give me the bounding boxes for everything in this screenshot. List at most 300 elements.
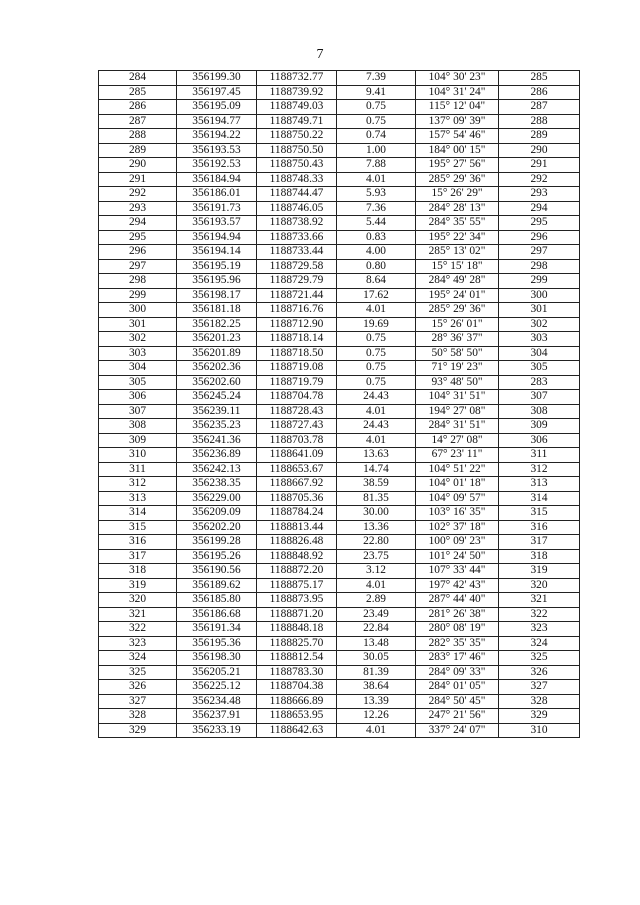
y-coordinate-cell: 1188750.22 <box>257 129 337 144</box>
bearing-cell: 284° 28' 13" <box>416 201 499 216</box>
x-coordinate-cell: 356209.09 <box>177 506 257 521</box>
y-coordinate-cell: 1188666.89 <box>257 694 337 709</box>
bearing-cell: 101° 24' 50" <box>416 549 499 564</box>
distance-cell: 17.62 <box>337 288 416 303</box>
next-point-cell: 322 <box>499 607 580 622</box>
bearing-cell: 283° 17' 46" <box>416 651 499 666</box>
bearing-cell: 284° 50' 45" <box>416 694 499 709</box>
x-coordinate-cell: 356194.77 <box>177 114 257 129</box>
table-row <box>99 607 580 622</box>
next-point-cell: 291 <box>499 158 580 173</box>
distance-cell: 22.84 <box>337 622 416 637</box>
distance-cell: 0.75 <box>337 361 416 376</box>
point-number-cell: 316 <box>99 535 177 550</box>
point-number-cell: 312 <box>99 477 177 492</box>
x-coordinate-cell: 356202.36 <box>177 361 257 376</box>
next-point-cell: 304 <box>499 346 580 361</box>
bearing-cell: 157° 54' 46" <box>416 129 499 144</box>
table-row <box>99 346 580 361</box>
y-coordinate-cell: 1188653.67 <box>257 462 337 477</box>
x-coordinate-cell: 356225.12 <box>177 680 257 695</box>
distance-cell: 4.01 <box>337 578 416 593</box>
next-point-cell: 309 <box>499 419 580 434</box>
table-row <box>99 288 580 303</box>
bearing-cell: 71° 19' 23" <box>416 361 499 376</box>
page-number: 7 <box>316 47 324 62</box>
bearing-cell: 284° 35' 55" <box>416 216 499 231</box>
point-number-cell: 290 <box>99 158 177 173</box>
table-row <box>99 448 580 463</box>
y-coordinate-cell: 1188750.43 <box>257 158 337 173</box>
next-point-cell: 326 <box>499 665 580 680</box>
distance-cell: 24.43 <box>337 419 416 434</box>
point-number-cell: 298 <box>99 274 177 289</box>
y-coordinate-cell: 1188712.90 <box>257 317 337 332</box>
table-row <box>99 303 580 318</box>
x-coordinate-cell: 356190.56 <box>177 564 257 579</box>
table-row <box>99 709 580 724</box>
distance-cell: 24.43 <box>337 390 416 405</box>
bearing-cell: 93° 48' 50" <box>416 375 499 390</box>
bearing-cell: 104° 31' 24" <box>416 85 499 100</box>
x-coordinate-cell: 356184.94 <box>177 172 257 187</box>
bearing-cell: 104° 30' 23" <box>416 71 499 86</box>
table-row <box>99 462 580 477</box>
table-row <box>99 390 580 405</box>
y-coordinate-cell: 1188733.66 <box>257 230 337 245</box>
table-row <box>99 259 580 274</box>
table-row <box>99 535 580 550</box>
y-coordinate-cell: 1188784.24 <box>257 506 337 521</box>
y-coordinate-cell: 1188641.09 <box>257 448 337 463</box>
distance-cell: 0.74 <box>337 129 416 144</box>
table-row <box>99 665 580 680</box>
bearing-cell: 104° 01' 18" <box>416 477 499 492</box>
x-coordinate-cell: 356192.53 <box>177 158 257 173</box>
next-point-cell: 303 <box>499 332 580 347</box>
point-number-cell: 310 <box>99 448 177 463</box>
distance-cell: 4.01 <box>337 172 416 187</box>
bearing-cell: 15° 15' 18" <box>416 259 499 274</box>
distance-cell: 13.63 <box>337 448 416 463</box>
table-row <box>99 520 580 535</box>
y-coordinate-cell: 1188875.17 <box>257 578 337 593</box>
table-row <box>99 651 580 666</box>
bearing-cell: 137° 09' 39" <box>416 114 499 129</box>
point-number-cell: 291 <box>99 172 177 187</box>
y-coordinate-cell: 1188667.92 <box>257 477 337 492</box>
distance-cell: 12.26 <box>337 709 416 724</box>
next-point-cell: 312 <box>499 462 580 477</box>
x-coordinate-cell: 356195.36 <box>177 636 257 651</box>
next-point-cell: 325 <box>499 651 580 666</box>
y-coordinate-cell: 1188812.54 <box>257 651 337 666</box>
x-coordinate-cell: 356195.09 <box>177 100 257 115</box>
y-coordinate-cell: 1188732.77 <box>257 71 337 86</box>
next-point-cell: 285 <box>499 71 580 86</box>
bearing-cell: 195° 27' 56" <box>416 158 499 173</box>
x-coordinate-cell: 356194.14 <box>177 245 257 260</box>
next-point-cell: 316 <box>499 520 580 535</box>
point-number-cell: 299 <box>99 288 177 303</box>
next-point-cell: 290 <box>499 143 580 158</box>
y-coordinate-cell: 1188783.30 <box>257 665 337 680</box>
next-point-cell: 323 <box>499 622 580 637</box>
x-coordinate-cell: 356199.30 <box>177 71 257 86</box>
distance-cell: 7.88 <box>337 158 416 173</box>
y-coordinate-cell: 1188703.78 <box>257 433 337 448</box>
x-coordinate-cell: 356182.25 <box>177 317 257 332</box>
y-coordinate-cell: 1188719.79 <box>257 375 337 390</box>
x-coordinate-cell: 356202.60 <box>177 375 257 390</box>
point-number-cell: 289 <box>99 143 177 158</box>
distance-cell: 13.48 <box>337 636 416 651</box>
bearing-cell: 284° 09' 33" <box>416 665 499 680</box>
table-row <box>99 332 580 347</box>
table-row <box>99 375 580 390</box>
point-number-cell: 306 <box>99 390 177 405</box>
point-number-cell: 297 <box>99 259 177 274</box>
y-coordinate-cell: 1188848.92 <box>257 549 337 564</box>
x-coordinate-cell: 356238.35 <box>177 477 257 492</box>
point-number-cell: 294 <box>99 216 177 231</box>
bearing-cell: 287° 44' 40" <box>416 593 499 608</box>
bearing-cell: 14° 27' 08" <box>416 433 499 448</box>
distance-cell: 19.69 <box>337 317 416 332</box>
point-number-cell: 315 <box>99 520 177 535</box>
x-coordinate-cell: 356198.30 <box>177 651 257 666</box>
point-number-cell: 326 <box>99 680 177 695</box>
point-number-cell: 303 <box>99 346 177 361</box>
bearing-cell: 28° 36' 37" <box>416 332 499 347</box>
y-coordinate-cell: 1188873.95 <box>257 593 337 608</box>
y-coordinate-cell: 1188704.78 <box>257 390 337 405</box>
bearing-cell: 104° 09' 57" <box>416 491 499 506</box>
next-point-cell: 319 <box>499 564 580 579</box>
point-number-cell: 318 <box>99 564 177 579</box>
next-point-cell: 287 <box>499 100 580 115</box>
table-row <box>99 216 580 231</box>
x-coordinate-cell: 356195.19 <box>177 259 257 274</box>
distance-cell: 30.05 <box>337 651 416 666</box>
next-point-cell: 324 <box>499 636 580 651</box>
point-number-cell: 319 <box>99 578 177 593</box>
bearing-cell: 281° 26' 38" <box>416 607 499 622</box>
table-row <box>99 201 580 216</box>
next-point-cell: 297 <box>499 245 580 260</box>
coordinates-table <box>98 70 580 738</box>
y-coordinate-cell: 1188704.38 <box>257 680 337 695</box>
y-coordinate-cell: 1188727.43 <box>257 419 337 434</box>
next-point-cell: 298 <box>499 259 580 274</box>
distance-cell: 5.93 <box>337 187 416 202</box>
next-point-cell: 321 <box>499 593 580 608</box>
table-row <box>99 694 580 709</box>
y-coordinate-cell: 1188642.63 <box>257 723 337 738</box>
point-number-cell: 286 <box>99 100 177 115</box>
distance-cell: 7.36 <box>337 201 416 216</box>
bearing-cell: 247° 21' 56" <box>416 709 499 724</box>
table-row <box>99 187 580 202</box>
distance-cell: 9.41 <box>337 85 416 100</box>
bearing-cell: 15° 26' 29" <box>416 187 499 202</box>
point-number-cell: 301 <box>99 317 177 332</box>
distance-cell: 4.01 <box>337 723 416 738</box>
distance-cell: 0.75 <box>337 332 416 347</box>
bearing-cell: 104° 51' 22" <box>416 462 499 477</box>
bearing-cell: 195° 24' 01" <box>416 288 499 303</box>
table-row <box>99 361 580 376</box>
y-coordinate-cell: 1188750.50 <box>257 143 337 158</box>
x-coordinate-cell: 356199.28 <box>177 535 257 550</box>
x-coordinate-cell: 356235.23 <box>177 419 257 434</box>
next-point-cell: 318 <box>499 549 580 564</box>
point-number-cell: 295 <box>99 230 177 245</box>
next-point-cell: 300 <box>499 288 580 303</box>
next-point-cell: 313 <box>499 477 580 492</box>
point-number-cell: 307 <box>99 404 177 419</box>
x-coordinate-cell: 356191.73 <box>177 201 257 216</box>
next-point-cell: 310 <box>499 723 580 738</box>
bearing-cell: 100° 09' 23" <box>416 535 499 550</box>
next-point-cell: 302 <box>499 317 580 332</box>
bearing-cell: 15° 26' 01" <box>416 317 499 332</box>
y-coordinate-cell: 1188749.71 <box>257 114 337 129</box>
next-point-cell: 299 <box>499 274 580 289</box>
x-coordinate-cell: 356194.94 <box>177 230 257 245</box>
y-coordinate-cell: 1188848.18 <box>257 622 337 637</box>
bearing-cell: 115° 12' 04" <box>416 100 499 115</box>
table-row <box>99 506 580 521</box>
x-coordinate-cell: 356181.18 <box>177 303 257 318</box>
y-coordinate-cell: 1188705.36 <box>257 491 337 506</box>
distance-cell: 0.75 <box>337 100 416 115</box>
table-row <box>99 433 580 448</box>
distance-cell: 4.01 <box>337 404 416 419</box>
x-coordinate-cell: 356245.24 <box>177 390 257 405</box>
point-number-cell: 322 <box>99 622 177 637</box>
distance-cell: 14.74 <box>337 462 416 477</box>
x-coordinate-cell: 356236.89 <box>177 448 257 463</box>
table-row <box>99 636 580 651</box>
y-coordinate-cell: 1188738.92 <box>257 216 337 231</box>
x-coordinate-cell: 356234.48 <box>177 694 257 709</box>
point-number-cell: 287 <box>99 114 177 129</box>
bearing-cell: 102° 37' 18" <box>416 520 499 535</box>
table-row <box>99 404 580 419</box>
y-coordinate-cell: 1188744.47 <box>257 187 337 202</box>
distance-cell: 13.36 <box>337 520 416 535</box>
next-point-cell: 317 <box>499 535 580 550</box>
next-point-cell: 315 <box>499 506 580 521</box>
point-number-cell: 317 <box>99 549 177 564</box>
next-point-cell: 288 <box>499 114 580 129</box>
y-coordinate-cell: 1188729.58 <box>257 259 337 274</box>
y-coordinate-cell: 1188653.95 <box>257 709 337 724</box>
distance-cell: 0.83 <box>337 230 416 245</box>
distance-cell: 5.44 <box>337 216 416 231</box>
x-coordinate-cell: 356205.21 <box>177 665 257 680</box>
y-coordinate-cell: 1188749.03 <box>257 100 337 115</box>
distance-cell: 0.75 <box>337 114 416 129</box>
x-coordinate-cell: 356201.23 <box>177 332 257 347</box>
y-coordinate-cell: 1188739.92 <box>257 85 337 100</box>
distance-cell: 1.00 <box>337 143 416 158</box>
x-coordinate-cell: 356193.53 <box>177 143 257 158</box>
point-number-cell: 320 <box>99 593 177 608</box>
bearing-cell: 285° 29' 36" <box>416 172 499 187</box>
next-point-cell: 294 <box>499 201 580 216</box>
table-row <box>99 564 580 579</box>
x-coordinate-cell: 356242.13 <box>177 462 257 477</box>
distance-cell: 13.39 <box>337 694 416 709</box>
x-coordinate-cell: 356189.62 <box>177 578 257 593</box>
x-coordinate-cell: 356241.36 <box>177 433 257 448</box>
next-point-cell: 320 <box>499 578 580 593</box>
next-point-cell: 293 <box>499 187 580 202</box>
x-coordinate-cell: 356237.91 <box>177 709 257 724</box>
bearing-cell: 280° 08' 19" <box>416 622 499 637</box>
table-row <box>99 100 580 115</box>
point-number-cell: 292 <box>99 187 177 202</box>
bearing-cell: 194° 27' 08" <box>416 404 499 419</box>
x-coordinate-cell: 356191.34 <box>177 622 257 637</box>
distance-cell: 38.59 <box>337 477 416 492</box>
bearing-cell: 285° 13' 02" <box>416 245 499 260</box>
bearing-cell: 284° 01' 05" <box>416 680 499 695</box>
x-coordinate-cell: 356186.68 <box>177 607 257 622</box>
table-row <box>99 622 580 637</box>
y-coordinate-cell: 1188719.08 <box>257 361 337 376</box>
bearing-cell: 107° 33' 44" <box>416 564 499 579</box>
point-number-cell: 323 <box>99 636 177 651</box>
next-point-cell: 329 <box>499 709 580 724</box>
point-number-cell: 308 <box>99 419 177 434</box>
y-coordinate-cell: 1188746.05 <box>257 201 337 216</box>
bearing-cell: 197° 42' 43" <box>416 578 499 593</box>
x-coordinate-cell: 356202.20 <box>177 520 257 535</box>
bearing-cell: 284° 49' 28" <box>416 274 499 289</box>
distance-cell: 38.64 <box>337 680 416 695</box>
next-point-cell: 292 <box>499 172 580 187</box>
x-coordinate-cell: 356185.80 <box>177 593 257 608</box>
point-number-cell: 285 <box>99 85 177 100</box>
y-coordinate-cell: 1188826.48 <box>257 535 337 550</box>
x-coordinate-cell: 356195.26 <box>177 549 257 564</box>
table-row <box>99 158 580 173</box>
next-point-cell: 308 <box>499 404 580 419</box>
bearing-cell: 285° 29' 36" <box>416 303 499 318</box>
coordinates-table-body <box>99 71 580 738</box>
distance-cell: 23.75 <box>337 549 416 564</box>
point-number-cell: 328 <box>99 709 177 724</box>
x-coordinate-cell: 356198.17 <box>177 288 257 303</box>
distance-cell: 81.35 <box>337 491 416 506</box>
table-row <box>99 274 580 289</box>
table-row <box>99 477 580 492</box>
next-point-cell: 296 <box>499 230 580 245</box>
table-row <box>99 114 580 129</box>
table-row <box>99 491 580 506</box>
table-row <box>99 245 580 260</box>
next-point-cell: 328 <box>499 694 580 709</box>
point-number-cell: 325 <box>99 665 177 680</box>
point-number-cell: 305 <box>99 375 177 390</box>
table-row <box>99 317 580 332</box>
y-coordinate-cell: 1188872.20 <box>257 564 337 579</box>
point-number-cell: 321 <box>99 607 177 622</box>
y-coordinate-cell: 1188871.20 <box>257 607 337 622</box>
table-row <box>99 230 580 245</box>
next-point-cell: 307 <box>499 390 580 405</box>
distance-cell: 7.39 <box>337 71 416 86</box>
point-number-cell: 329 <box>99 723 177 738</box>
table-row <box>99 723 580 738</box>
point-number-cell: 327 <box>99 694 177 709</box>
table-row <box>99 172 580 187</box>
next-point-cell: 289 <box>499 129 580 144</box>
table-row <box>99 71 580 86</box>
distance-cell: 30.00 <box>337 506 416 521</box>
bearing-cell: 337° 24' 07" <box>416 723 499 738</box>
point-number-cell: 314 <box>99 506 177 521</box>
y-coordinate-cell: 1188733.44 <box>257 245 337 260</box>
x-coordinate-cell: 356193.57 <box>177 216 257 231</box>
y-coordinate-cell: 1188728.43 <box>257 404 337 419</box>
distance-cell: 3.12 <box>337 564 416 579</box>
distance-cell: 81.39 <box>337 665 416 680</box>
y-coordinate-cell: 1188721.44 <box>257 288 337 303</box>
point-number-cell: 304 <box>99 361 177 376</box>
distance-cell: 0.75 <box>337 375 416 390</box>
point-number-cell: 293 <box>99 201 177 216</box>
bearing-cell: 50° 58' 50" <box>416 346 499 361</box>
bearing-cell: 184° 00' 15" <box>416 143 499 158</box>
distance-cell: 22.80 <box>337 535 416 550</box>
distance-cell: 2.89 <box>337 593 416 608</box>
bearing-cell: 103° 16' 35" <box>416 506 499 521</box>
distance-cell: 4.01 <box>337 433 416 448</box>
distance-cell: 4.00 <box>337 245 416 260</box>
point-number-cell: 309 <box>99 433 177 448</box>
table-row <box>99 129 580 144</box>
table-row <box>99 578 580 593</box>
point-number-cell: 302 <box>99 332 177 347</box>
distance-cell: 8.64 <box>337 274 416 289</box>
y-coordinate-cell: 1188813.44 <box>257 520 337 535</box>
distance-cell: 23.49 <box>337 607 416 622</box>
point-number-cell: 311 <box>99 462 177 477</box>
x-coordinate-cell: 356233.19 <box>177 723 257 738</box>
y-coordinate-cell: 1188729.79 <box>257 274 337 289</box>
next-point-cell: 311 <box>499 448 580 463</box>
x-coordinate-cell: 356186.01 <box>177 187 257 202</box>
table-row <box>99 85 580 100</box>
x-coordinate-cell: 356229.00 <box>177 491 257 506</box>
next-point-cell: 327 <box>499 680 580 695</box>
table-row <box>99 419 580 434</box>
bearing-cell: 104° 31' 51" <box>416 390 499 405</box>
table-row <box>99 549 580 564</box>
next-point-cell: 295 <box>499 216 580 231</box>
x-coordinate-cell: 356194.22 <box>177 129 257 144</box>
distance-cell: 0.80 <box>337 259 416 274</box>
table-row <box>99 680 580 695</box>
x-coordinate-cell: 356197.45 <box>177 85 257 100</box>
point-number-cell: 296 <box>99 245 177 260</box>
bearing-cell: 282° 35' 35" <box>416 636 499 651</box>
y-coordinate-cell: 1188748.33 <box>257 172 337 187</box>
